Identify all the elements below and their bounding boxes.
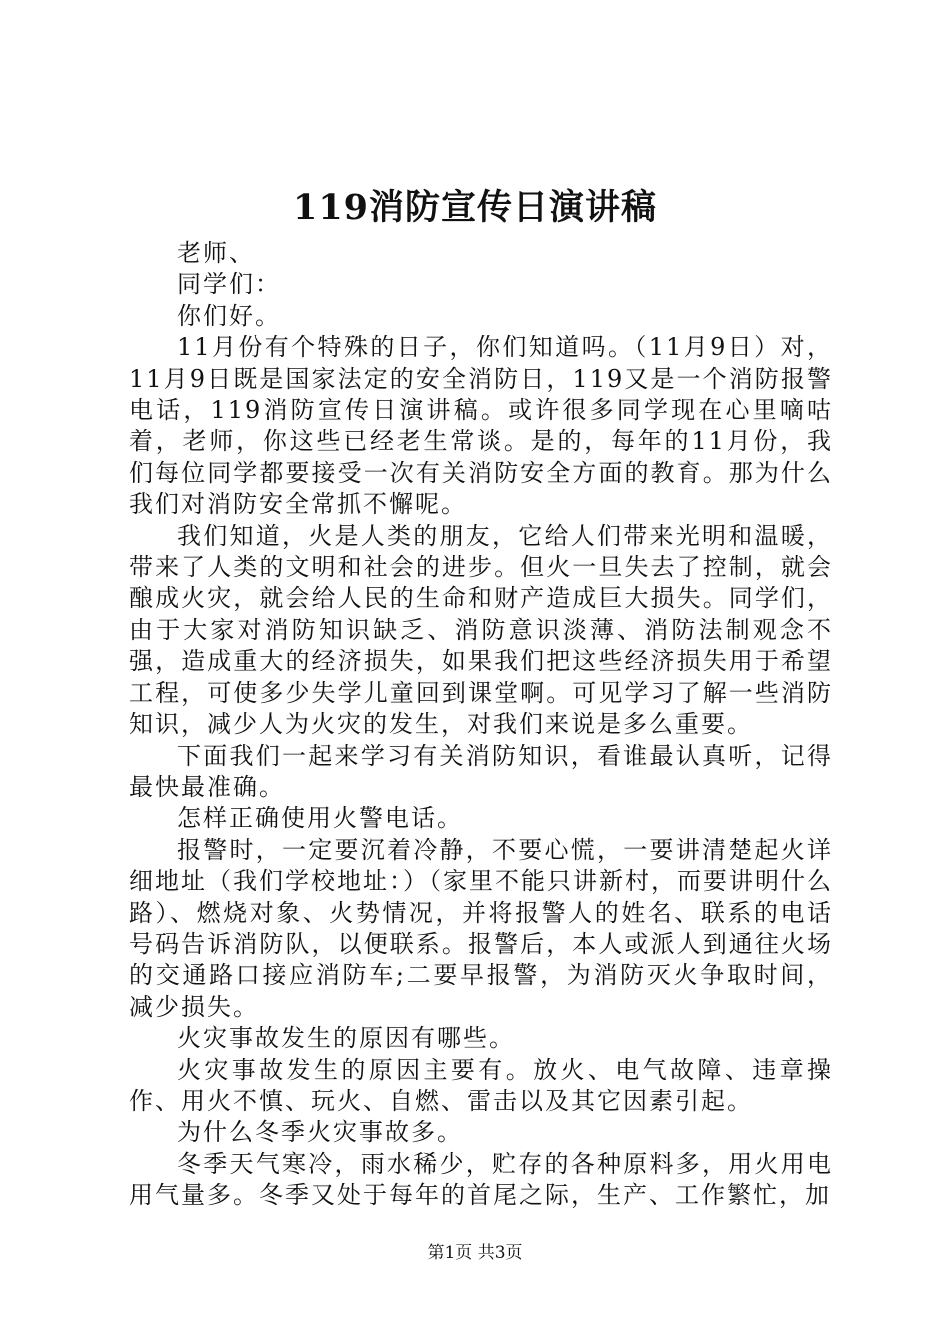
salutation-students: 同学们： — [177, 270, 281, 299]
greeting: 你们好。 — [177, 301, 281, 330]
paragraph: 我们知道，火是人类的朋友，它给人们带来光明和温暖，带来了人类的文明和社会的进步。但火一旦失去了控制，就会酿成火灾，就会给人民的生命和财产造成巨大损失。同学们，由于大家对消防知识缺乏、消防意识淡薄、消防法制观念不强，造成重大的经济损失，如果我们把这些经济损失用于希望工程，可使多少失学儿童回到课堂啊。可见学习了解一些消防知识，减少人为火灾的发生，对我们来说是多么重要。 — [129, 521, 833, 739]
page-footer: 第1页 共3页 — [427, 1243, 523, 1263]
document-title: 119消防宣传日演讲稿 — [292, 187, 658, 228]
paragraph: 火灾事故发生的原因主要有。放火、电气故障、违章操作、用火不慎、玩火、自燃、雷击以及其它因素引起。 — [129, 1055, 833, 1115]
paragraph: 报警时，一定要沉着冷静，不要心慌，一要讲清楚起火详细地址（我们学校地址：）（家里不能只讲新村，而要讲明什么路）、燃烧对象、火势情况，并将报警人的姓名、联系的电话号码告诉消防队，以便联系。报警后，本人或派人到通往火场的交通路口接应消防车;二要早报警，为消防灭火争取时间，减少损失。 — [129, 835, 833, 1021]
paragraph: 冬季天气寒冷，雨水稀少，贮存的各种原料多，用火用电用气量多。冬季又处于每年的首尾之际，生产、工作繁忙，加 — [129, 1149, 833, 1210]
paragraph: 下面我们一起来学习有关消防知识，看谁最认真听，记得最快最准确。 — [129, 741, 833, 801]
document-body — [129, 238, 833, 1212]
paragraph: 11月份有个特殊的日子，你们知道吗。（11月9日）对，11月9日既是国家法定的安全消防日，119又是一个消防报警电话，119消防宣传日演讲稿。或许很多同学现在心里嘀咕着，老师，你这些已经老生常谈。是的，每年的11月份，我们每位同学都要接受一次有关消防安全方面的教育。那为什么我们对消防安全常抓不懈呢。 — [129, 333, 833, 519]
section-heading: 火灾事故发生的原因有哪些。 — [177, 1024, 515, 1053]
section-heading: 怎样正确使用火警电话。 — [177, 804, 463, 833]
salutation-teachers: 老师、 — [177, 239, 255, 267]
section-heading: 为什么冬季火灾事故多。 — [177, 1118, 463, 1147]
